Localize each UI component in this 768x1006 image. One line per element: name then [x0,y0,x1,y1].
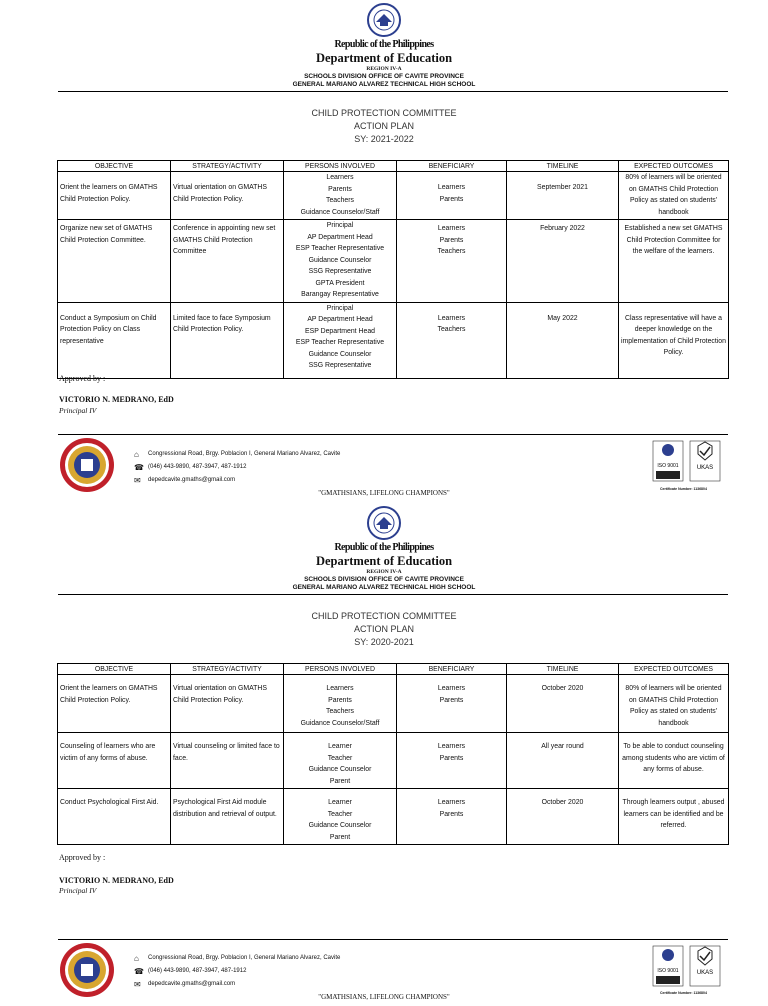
beneficiary-item: Parents [439,195,464,203]
person-item: Teacher [327,754,353,762]
department-line: Department of Education [315,51,453,65]
motto: "GMATHSIANS, LIFELONG CHAMPIONS" [318,993,450,1001]
persons-cell [284,172,397,220]
column-header: TIMELINE [507,664,619,675]
table-row [58,733,729,789]
objective-cell: Orient the learners on GMATHS Child Protection Policy. [58,172,171,220]
footer-rule [58,939,728,940]
republic-line: Republic of the Philippines [334,542,434,553]
beneficiary-item: Teachers [437,326,466,333]
address-text: Congressional Road, Brgy. Poblacion I, General Mariano Alvarez, Cavite [148,955,341,961]
person-item: Guidance Counselor [308,350,372,358]
timeline-cell: October 2020 [507,675,619,733]
person-item: ESP Department Head [305,327,375,335]
iso-text: ISO 9001 [657,463,679,469]
phone-icon: ☎ [134,967,144,976]
table-header-row [58,664,729,675]
email-row [134,978,340,991]
beneficiary-item: Learners [437,799,466,806]
person-item: Barangay Representative [301,291,379,298]
page-2 [0,503,768,1006]
beneficiary-item: Learners [437,743,466,750]
action-plan-table [57,160,729,379]
person-item: Guidance Counselor [308,822,372,829]
timeline-cell: May 2022 [507,302,619,378]
beneficiary-cell [397,789,507,845]
person-item: AP Department Head [307,233,373,241]
beneficiary-item: Teachers [437,248,466,255]
objective-cell: Conduct a Symposium on Child Protection Policy on Class representative [58,302,171,378]
column-header: PERSONS INVOLVED [284,161,397,172]
outcome-cell: 80% of learners will be oriented on GMATHS Child Protection Policy as stated on students' handbook [619,675,729,733]
person-item: Parents [328,696,352,704]
plan-subtitle: ACTION PLAN [353,121,414,131]
table-row [58,220,729,303]
region-line: REGION IV-A [366,66,402,72]
person-item: Guidance Counselor [308,256,372,264]
column-header: BENEFICIARY [397,664,507,675]
outcome-cell: Class representative will have a deeper knowledge on the implementation of Child Protection Policy. [619,302,729,378]
table-row [58,675,729,733]
iso-text: ISO 9001 [657,968,679,974]
timeline-cell: February 2022 [507,220,619,303]
email-icon: ✉ [134,980,141,989]
address-row [134,448,340,461]
table-row [58,172,729,220]
outcome-cell: 80% of learners will be oriented on GMATHS Child Protection Policy as stated on students' handbook [619,172,729,220]
beneficiary-item: Parents [439,754,464,762]
address-text: Congressional Road, Brgy. Poblacion I, General Mariano Alvarez, Cavite [148,451,341,457]
table-row [58,789,729,845]
ukas-text: UKAS [696,465,714,471]
beneficiary-item: Parents [439,696,464,704]
ukas-text: UKAS [696,970,714,976]
objective-cell: Orient the learners on GMATHS Child Protection Policy. [58,675,171,733]
plan-subtitle: ACTION PLAN [353,624,414,634]
email-row [134,474,340,487]
outcome-cell: Established a new set GMATHS Child Protection Committee for the welfare of the learners. [619,220,729,303]
objective-cell: Conduct Psychological First Aid. [58,789,171,845]
email-text[interactable]: depedcavite.gmaths@gmail.com [148,981,236,987]
signer-position: Principal IV [59,406,97,415]
person-item: Parents [328,185,352,193]
iso-certification-icon [652,945,722,990]
outcome-cell: To be able to conduct counseling among students who are victim of any forms of abuse. [619,733,729,789]
persons-cell [284,733,397,789]
outcome-cell: Through learners output , abused learners can be identified and be referred. [619,789,729,845]
table-header-row [58,161,729,172]
plan-title: CHILD PROTECTION COMMITTEE [311,108,457,118]
school-logo-icon [58,436,116,494]
objective-cell: Counseling of learners who are victim of any forms of abuse. [58,733,171,789]
email-text[interactable]: depedcavite.gmaths@gmail.com [148,477,236,483]
signer-name: VICTORIO N. MEDRANO, EdD [59,876,174,885]
person-item: AP Department Head [307,316,373,323]
approved-by-label: Approved by : [59,853,106,862]
column-header: OBJECTIVE [58,664,171,675]
persons-cell [284,675,397,733]
person-item: Principal [326,222,354,229]
phone-text: (046) 443-9890, 487-3947, 487-1912 [148,464,247,470]
person-item: GPTA President [315,279,365,287]
beneficiary-item: Learners [437,184,466,191]
beneficiary-cell [397,220,507,303]
beneficiary-cell [397,172,507,220]
column-header: STRATEGY/ACTIVITY [171,161,284,172]
person-item: Guidance Counselor/Staff [300,719,380,727]
strategy-cell: Virtual orientation on GMATHS Child Protection Policy. [171,675,284,733]
person-item: ESP Teacher Representative [295,245,385,252]
person-item: Learner [328,799,352,806]
action-plan-table [57,663,729,845]
signer-name: VICTORIO N. MEDRANO, EdD [59,395,174,404]
email-icon: ✉ [134,476,141,485]
beneficiary-item: Parents [439,236,464,244]
school-line: GENERAL MARIANO ALVAREZ TECHNICAL HIGH SCHOOL [292,584,476,591]
strategy-cell: Psychological First Aid module distribution and retrieval of output. [171,789,284,845]
footer-rule [58,434,728,435]
school-line: GENERAL MARIANO ALVAREZ TECHNICAL HIGH SCHOOL [292,81,476,88]
person-item: Teacher [327,810,353,818]
iso-certification-icon [652,440,722,485]
school-logo-icon [58,941,116,999]
division-line: SCHOOLS DIVISION OFFICE OF CAVITE PROVINCE [304,73,464,80]
timeline-cell: October 2020 [507,789,619,845]
persons-cell [284,220,397,303]
timeline-cell: September 2021 [507,172,619,220]
person-item: Guidance Counselor [308,766,372,773]
person-item: Guidance Counselor/Staff [300,208,380,216]
person-item: SSG Representative [308,268,372,275]
table-row [58,302,729,378]
certificate-number: Certificate Number: 1136804 [660,991,707,995]
person-item: Principal [326,304,354,312]
strategy-cell: Limited face to face Symposium Child Protection Policy. [171,302,284,378]
beneficiary-item: Learners [437,225,466,232]
beneficiary-item: Learners [437,685,466,692]
persons-cell [284,789,397,845]
person-item: ESP Teacher Representative [295,339,385,346]
column-header: EXPECTED OUTCOMES [619,664,729,675]
motto: "GMATHSIANS, LIFELONG CHAMPIONS" [318,489,450,497]
person-item: SSG Representative [308,362,372,369]
column-header: EXPECTED OUTCOMES [619,161,729,172]
strategy-cell: Conference in appointing new set GMATHS Child Protection Committee [171,220,284,303]
person-item: Learners [326,685,354,692]
phone-row [134,461,340,474]
column-header: STRATEGY/ACTIVITY [171,664,284,675]
person-item: Teachers [326,708,354,715]
school-year: SY: 2020-2021 [354,637,414,647]
phone-row [134,965,340,978]
column-header: PERSONS INVOLVED [284,664,397,675]
header-rule [58,594,728,595]
phone-text: (046) 443-9890, 487-3947, 487-1912 [148,968,247,974]
person-item: Learner [328,743,352,750]
approved-by-label: Approved by : [59,374,106,383]
strategy-cell: Virtual counseling or limited face to face. [171,733,284,789]
person-item: Teachers [326,197,354,204]
person-item: Learners [326,174,354,181]
person-item: Parent [329,777,351,785]
objective-cell: Organize new set of GMATHS Child Protection Committee. [58,220,171,303]
contact-block [134,448,340,487]
beneficiary-item: Parents [439,810,464,818]
column-header: BENEFICIARY [397,161,507,172]
beneficiary-cell [397,733,507,789]
beneficiary-item: Learners [437,314,466,322]
deped-seal-icon [367,506,401,540]
timeline-cell: All year round [507,733,619,789]
department-line: Department of Education [315,554,453,568]
location-icon: ⌂ [134,450,139,459]
signer-position: Principal IV [59,886,97,895]
school-year: SY: 2021-2022 [354,134,414,144]
strategy-cell: Virtual orientation on GMATHS Child Protection Policy. [171,172,284,220]
column-header: OBJECTIVE [58,161,171,172]
plan-title: CHILD PROTECTION COMMITTEE [311,611,457,621]
beneficiary-cell [397,675,507,733]
deped-seal-icon [367,3,401,37]
division-line: SCHOOLS DIVISION OFFICE OF CAVITE PROVINCE [304,576,464,583]
beneficiary-cell [397,302,507,378]
location-icon: ⌂ [134,954,139,963]
region-line: REGION IV-A [366,569,402,575]
column-header: TIMELINE [507,161,619,172]
address-row [134,952,340,965]
persons-cell [284,302,397,378]
person-item: Parent [329,833,351,841]
header-rule [58,91,728,92]
phone-icon: ☎ [134,463,144,472]
contact-block [134,952,340,991]
certificate-number: Certificate Number: 1136804 [660,487,707,491]
republic-line: Republic of the Philippines [334,39,434,50]
